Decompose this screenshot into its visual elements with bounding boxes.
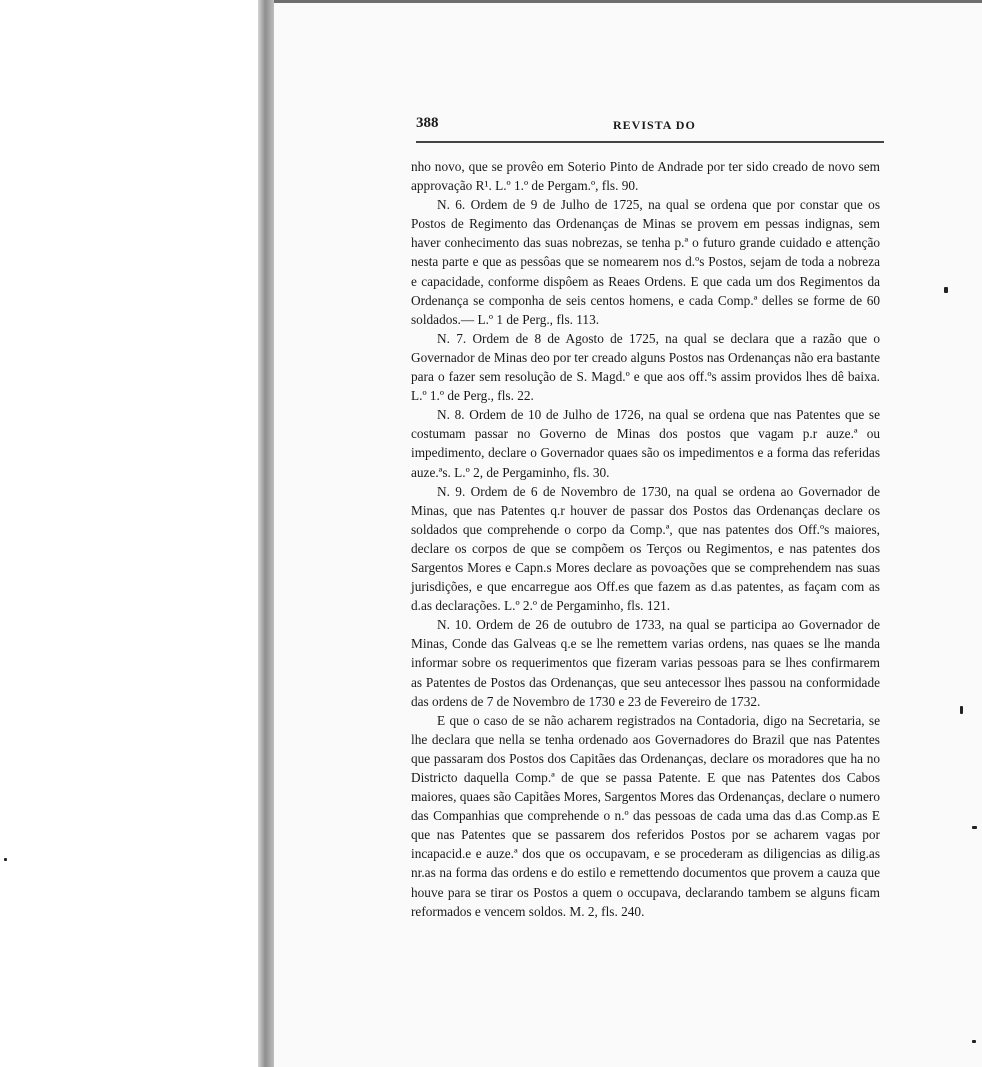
- paragraph-order-6: N. 6. Ordem de 9 de Julho de 1725, na qual se ordena que por constar que os Postos de Regimento das Ordenanças de Minas se provem em pessas indignas, sem haver conhecimento das suas nobrezas, se tenha p.ª o futuro grande cuidado e attenção nesta parte e que as pessôas que se nomearem nos d.ºs Postos, sejam de toda a nobreza e capacidade, conforme dispôem as Reaes Ordens. E que cada um dos Regimentos da Ordenança se componha de seis centos homens, e cada Comp.ª delles se forme de 60 soldados.— L.º 1 de Perg., fls. 113.: [411, 197, 880, 327]
- running-head: REVISTA DO: [613, 118, 696, 132]
- scan-speck: [944, 287, 948, 293]
- scan-speck: [972, 826, 977, 829]
- page-number: 388: [416, 115, 439, 131]
- scan-speck: [972, 1040, 976, 1043]
- paragraph-order-9: N. 9. Ordem de 6 de Novembro de 1730, na qual se ordena ao Governador de Minas, que nas Patentes q.r houver de passar dos Postos das Ordenanças declare os soldados que comprehende o corpo da Comp.ª, que nas patentes dos Off.ºs maiores, declare os corpos de que se compõem os Terços ou Regimentos, e nas patentes dos Sargentos Mores e Capn.s Mores declare as povoações que se comprehendem nas suas jurisdições, e que encarregue aos Off.es que fazem as d.as patentes, as façam com as d.as declarações. L.º 2.º de Pergaminho, fls. 121.: [411, 483, 880, 614]
- body-text: [411, 157, 880, 921]
- paragraph-continuation: nho novo, que se provêo em Soterio Pinto de Andrade por ter sido creado de novo sem approvação R¹. L.º 1.º de Pergam.º, fls. 90.: [411, 159, 880, 194]
- page-header: [416, 115, 884, 143]
- scan-speck: [960, 706, 963, 714]
- page-top-edge: [274, 0, 982, 3]
- paragraph-order-7: N. 7. Ordem de 8 de Agosto de 1725, na qual se declara que a razão que o Governador de Minas deo por ter creado alguns Postos nas Ordenanças não era bastante para o fazer sem resolução de S. Magd.º e que aos off.ºs assim providos lhes dê baixa. L.º 1.º de Perg., fls. 22.: [411, 330, 880, 404]
- paragraph-order-10: N. 10. Ordem de 26 de outubro de 1733, na qual se participa ao Governador de Minas, Conde das Galveas q.e se lhe remettem varias ordens, nas quaes se lhe manda informar sobre os requerimentos que fizeram varias pessoas para se lhes confirmarem as Patentes de Postos das Ordenanças, que seu antecessor lhes passou na conformidade das ordens de 7 de Novembro de 1730 e 23 de Fevereiro de 1732.: [411, 617, 880, 709]
- book-gutter: [258, 0, 274, 1067]
- paragraph-order-8: N. 8. Ordem de 10 de Julho de 1726, na qual se ordena que nas Patentes que se costumam passar no Governo de Minas dos postos que vagam p.r auze.ª ou impedimento, declare o Governador quaes são os impedimentos e a forma das referidas auze.ªs. L.º 2, de Pergaminho, fls. 30.: [411, 407, 880, 480]
- paragraph-secretaria: E que o caso de se não acharem registrados na Contadoria, digo na Secretaria, se lhe declara que nella se tenha ordenado aos Governadores do Brazil que nas Patentes que passaram dos Postos dos Capitães das Ordenanças, declare os moradores que ha no Districto daquella Comp.ª de que se passa Patente. E que nas Patentes dos Cabos maiores, quaes são Capitães Mores, Sargentos Mores das Ordenanças, declare o numero das Companhias que comprehende o n.º das pessoas de cada uma das d.as Comp.as E que nas Patentes que se passarem dos referidos Postos por se acharem vagas por incapacid.e e auze.ª dos que os occupavam, e se procederam as diligencias as dilig.as nr.as na forma das ordens e do estilo e remettendo documentos que provem a cauza que houve para se tirar os Postos a quem o occupava, declarando tambem se alguns ficam reformados e vencem soldos. M. 2, fls. 240.: [411, 712, 880, 919]
- scan-speck: [4, 858, 7, 861]
